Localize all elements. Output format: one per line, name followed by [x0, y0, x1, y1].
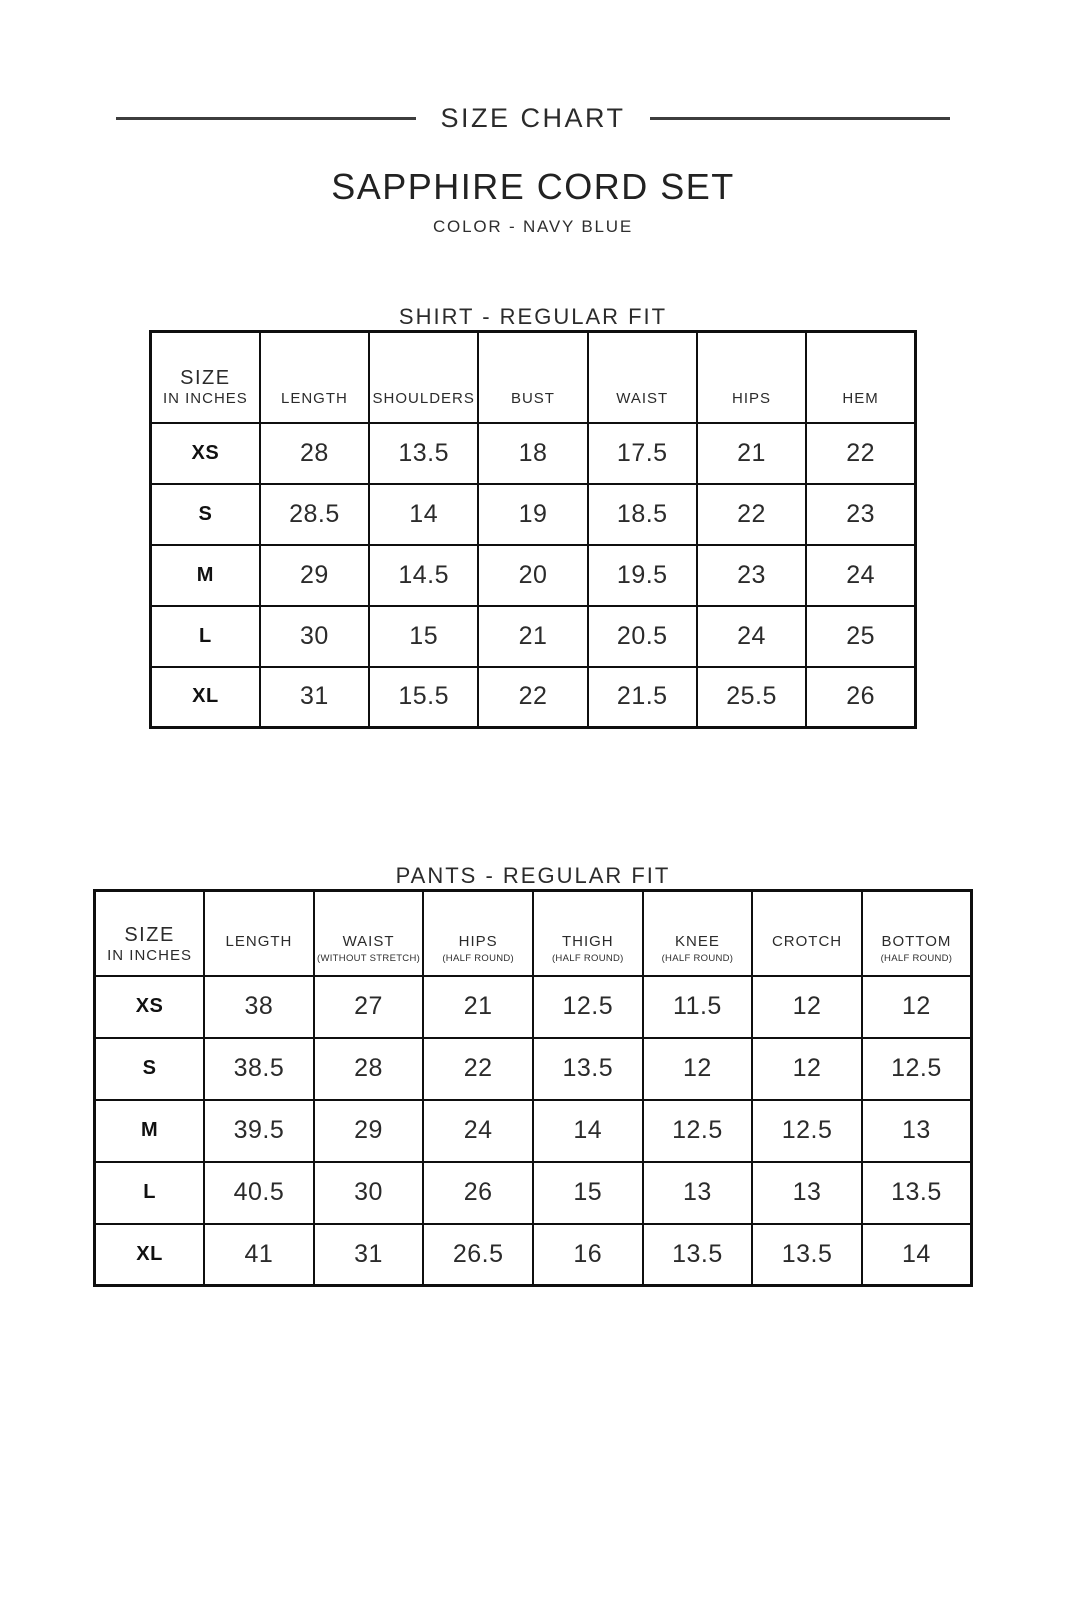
table-cell: 15.5: [369, 667, 478, 728]
shirt-section-title: SHIRT - REGULAR FIT: [398, 304, 668, 329]
table-cell: 21: [697, 423, 806, 484]
size-label-cell: XL: [95, 1224, 205, 1286]
size-label-cell: XS: [95, 976, 205, 1038]
table-cell: 23: [806, 484, 915, 545]
table-cell: 22: [423, 1038, 533, 1100]
title-rule-right: [650, 117, 950, 120]
table-cell: 12.5: [862, 1038, 972, 1100]
table-cell: 14: [862, 1224, 972, 1286]
table-cell: 20.5: [588, 606, 697, 667]
table-cell: 12: [643, 1038, 753, 1100]
table-cell: 28: [314, 1038, 424, 1100]
table-cell: 11.5: [643, 976, 753, 1038]
table-cell: 39.5: [204, 1100, 314, 1162]
table-cell: 19: [478, 484, 587, 545]
header-cell-size: [151, 332, 260, 423]
page-title: SIZE CHART: [440, 103, 626, 133]
table-cell: 17.5: [588, 423, 697, 484]
page-header: [116, 103, 950, 134]
table-cell: 18.5: [588, 484, 697, 545]
product-color-label: COLOR - NAVY BLUE: [432, 217, 634, 236]
table-cell: 22: [806, 423, 915, 484]
product-name: SAPPHIRE CORD SET: [331, 166, 735, 207]
table-cell: 25.5: [697, 667, 806, 728]
table-cell: 18: [478, 423, 587, 484]
table-row-l: [95, 1162, 972, 1224]
size-header-line1: SIZE: [180, 366, 231, 389]
table-cell: 13.5: [752, 1224, 862, 1286]
size-label-cell: L: [151, 606, 260, 667]
table-cell: 28: [260, 423, 369, 484]
table-cell: 31: [260, 667, 369, 728]
size-label-cell: S: [95, 1038, 205, 1100]
header-cell-size: [95, 891, 205, 976]
table-cell: 12: [752, 976, 862, 1038]
size-label-cell: M: [151, 545, 260, 606]
table-cell: 24: [697, 606, 806, 667]
table-cell: 23: [697, 545, 806, 606]
table-cell: 26.5: [423, 1224, 533, 1286]
header-cell-length: LENGTH: [260, 332, 369, 423]
pants-size-table: [93, 889, 973, 1287]
pants-section-title: PANTS - REGULAR FIT: [395, 863, 671, 888]
table-cell: 14.5: [369, 545, 478, 606]
table-cell: 13: [862, 1100, 972, 1162]
table-cell: 20: [478, 545, 587, 606]
table-cell: 29: [260, 545, 369, 606]
table-cell: 30: [314, 1162, 424, 1224]
table-cell: 12.5: [533, 976, 643, 1038]
header-cell-shoulders: SHOULDERS: [369, 332, 478, 423]
table-cell: 21.5: [588, 667, 697, 728]
table-cell: 12: [752, 1038, 862, 1100]
table-cell: 22: [478, 667, 587, 728]
table-cell: 12: [862, 976, 972, 1038]
pants-header-row: [95, 891, 972, 976]
table-cell: 13.5: [533, 1038, 643, 1100]
table-cell: 38: [204, 976, 314, 1038]
header-cell-waist: WAIST (WITHOUT STRETCH): [314, 891, 424, 976]
table-cell: 13.5: [862, 1162, 972, 1224]
size-label-cell: S: [151, 484, 260, 545]
shirt-header-row: [151, 332, 916, 423]
title-rule-left: [116, 117, 416, 120]
table-cell: 14: [533, 1100, 643, 1162]
table-cell: 30: [260, 606, 369, 667]
table-cell: 14: [369, 484, 478, 545]
table-cell: 15: [533, 1162, 643, 1224]
header-cell-hips: HIPS (HALF ROUND): [423, 891, 533, 976]
table-cell: 38.5: [204, 1038, 314, 1100]
table-cell: 24: [806, 545, 915, 606]
header-cell-bust: BUST: [478, 332, 587, 423]
table-row-s: [151, 484, 916, 545]
table-row-xl: [151, 667, 916, 728]
table-row-s: [95, 1038, 972, 1100]
size-label-cell: M: [95, 1100, 205, 1162]
table-cell: 21: [423, 976, 533, 1038]
table-row-m: [151, 545, 916, 606]
table-cell: 27: [314, 976, 424, 1038]
table-cell: 26: [806, 667, 915, 728]
table-row-xs: [151, 423, 916, 484]
table-row-m: [95, 1100, 972, 1162]
table-cell: 26: [423, 1162, 533, 1224]
table-cell: 16: [533, 1224, 643, 1286]
header-cell-waist: WAIST: [588, 332, 697, 423]
table-cell: 41: [204, 1224, 314, 1286]
size-header-line1: SIZE: [124, 923, 175, 946]
table-cell: 22: [697, 484, 806, 545]
size-header-line2: IN INCHES: [107, 946, 192, 964]
table-cell: 13: [752, 1162, 862, 1224]
header-cell-thigh: THIGH (HALF ROUND): [533, 891, 643, 976]
header-cell-length: LENGTH: [204, 891, 314, 976]
table-cell: 15: [369, 606, 478, 667]
table-cell: 31: [314, 1224, 424, 1286]
table-cell: 13: [643, 1162, 753, 1224]
header-cell-hips: HIPS: [697, 332, 806, 423]
header-cell-bottom: BOTTOM (HALF ROUND): [862, 891, 972, 976]
table-cell: 13.5: [369, 423, 478, 484]
table-cell: 28.5: [260, 484, 369, 545]
table-cell: 19.5: [588, 545, 697, 606]
header-cell-hem: HEM: [806, 332, 915, 423]
header-cell-knee: KNEE (HALF ROUND): [643, 891, 753, 976]
table-row-xs: [95, 976, 972, 1038]
table-row-l: [151, 606, 916, 667]
table-cell: 12.5: [643, 1100, 753, 1162]
table-row-xl: [95, 1224, 972, 1286]
size-header-line2: IN INCHES: [162, 389, 248, 407]
table-cell: 29: [314, 1100, 424, 1162]
table-cell: 12.5: [752, 1100, 862, 1162]
table-cell: 13.5: [643, 1224, 753, 1286]
size-label-cell: L: [95, 1162, 205, 1224]
table-cell: 24: [423, 1100, 533, 1162]
shirt-size-table: [149, 330, 917, 729]
table-cell: 21: [478, 606, 587, 667]
header-cell-crotch: CROTCH: [752, 891, 862, 976]
size-label-cell: XL: [151, 667, 260, 728]
table-cell: 40.5: [204, 1162, 314, 1224]
table-cell: 25: [806, 606, 915, 667]
size-label-cell: XS: [151, 423, 260, 484]
